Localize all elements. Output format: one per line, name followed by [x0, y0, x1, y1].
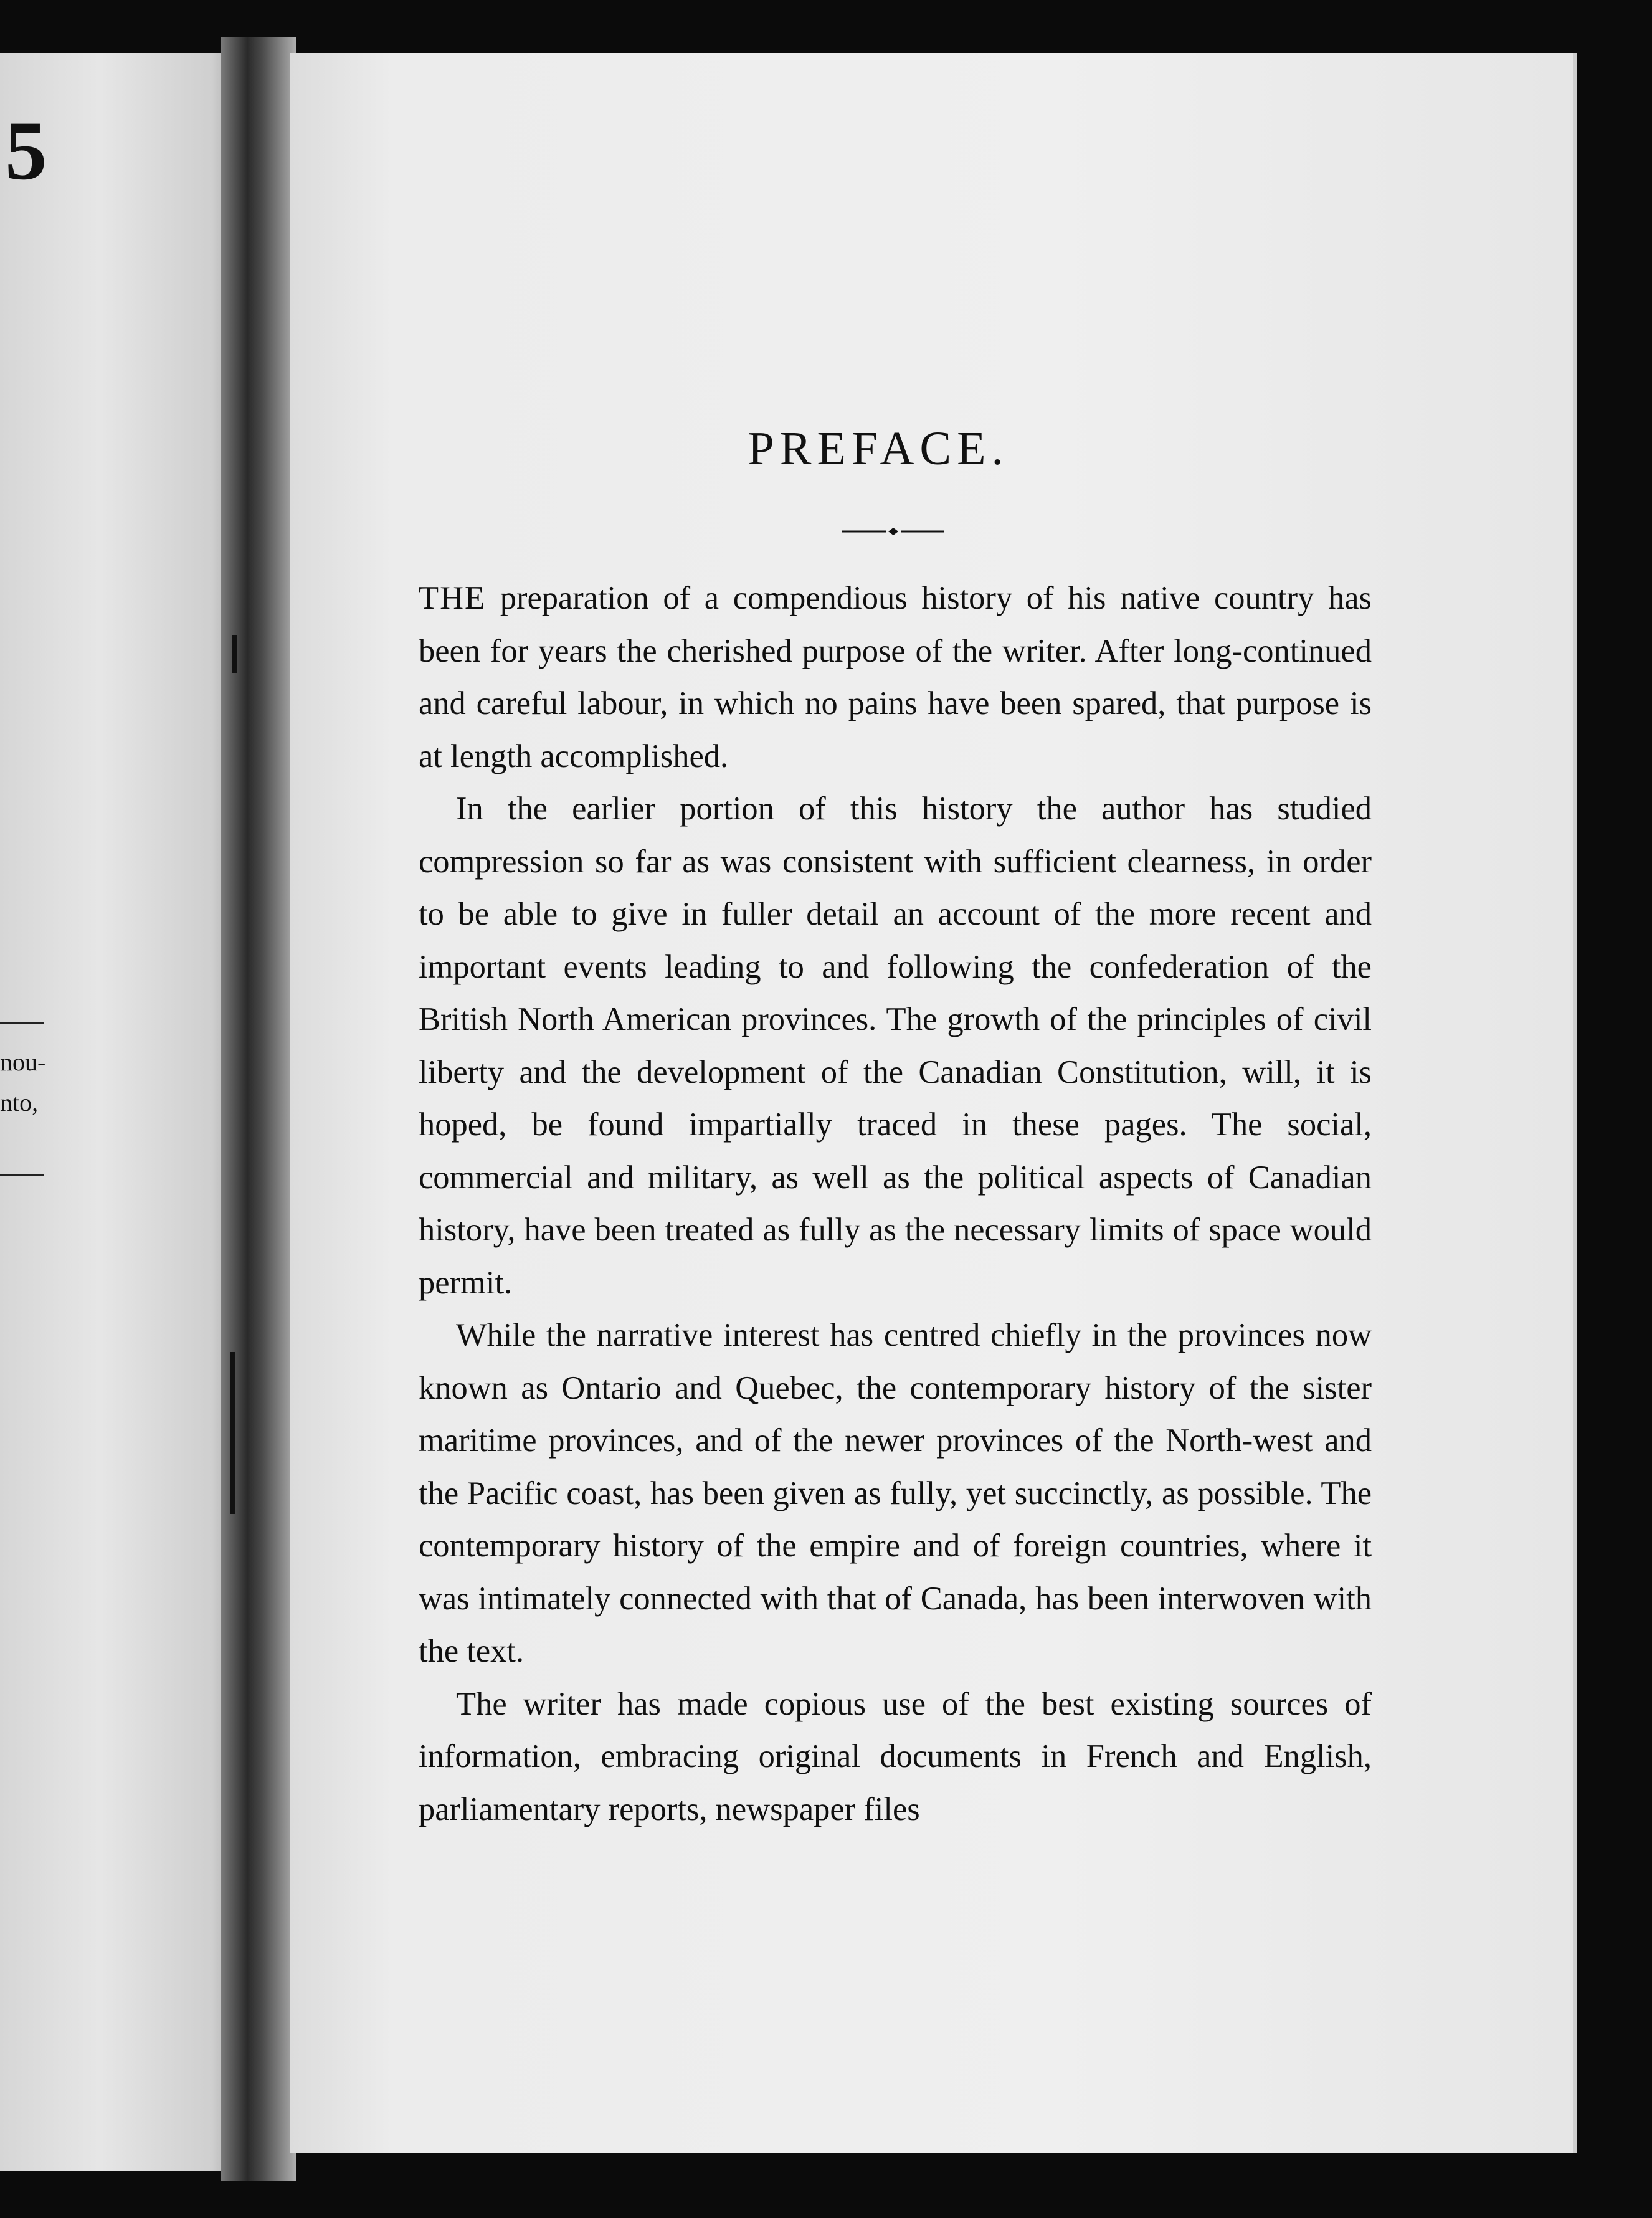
preface-body [419, 572, 1372, 1835]
paragraph: The writer has made copious use of the best existing sources of information, embracing original documents in French and English, parliamentary reports, newspaper files [419, 1685, 1372, 1827]
paragraph [419, 572, 1372, 783]
lead-word: THE [419, 580, 487, 616]
left-page-rule [0, 1174, 44, 1176]
left-page-fragment: nou- [0, 1048, 46, 1076]
paragraph-text: preparation of a compendious history of his native country has been for years the cherished purpose of the writer. After long-continued and careful labour, in which no pains have been spared, that purpose is at length accomplished. [419, 580, 1372, 774]
gutter-mark [230, 1352, 235, 1514]
left-page-rule [0, 1022, 44, 1024]
gutter-mark [232, 635, 237, 673]
diamond-rule-ornament-icon [842, 527, 944, 536]
book-gutter [221, 37, 296, 2181]
left-page-fragment: nto, [0, 1088, 39, 1116]
paragraph: In the earlier portion of this history the author has studied compression so far as was consistent with sufficient clearness, in order to be able to give in fuller detail an account of the more recent and important events leading to and following the confederation of the British North American provinces. The growth of the principles of civil liberty and the development of the Canadian Constitution, will, it is hoped, be found impartially traced in these pages. The social, commercial and military, as well as the political aspects of Canadian history, have been treated as fully as the necessary limits of space would permit. [419, 791, 1372, 1301]
page-title: PREFACE. [748, 422, 1009, 475]
left-page-number: 5 [5, 105, 47, 198]
paragraph: While the narrative interest has centred chiefly in the provinces now known as Ontario and Quebec, the contemporary history of the sister maritime provinces, and of the newer provinces of the North-west and the Pacific coast, has been given as fully, yet succinctly, as possible. The contemporary history of the empire and of foreign countries, where it was intimately connected with that of Canada, has been interwoven with the text. [419, 1317, 1372, 1669]
